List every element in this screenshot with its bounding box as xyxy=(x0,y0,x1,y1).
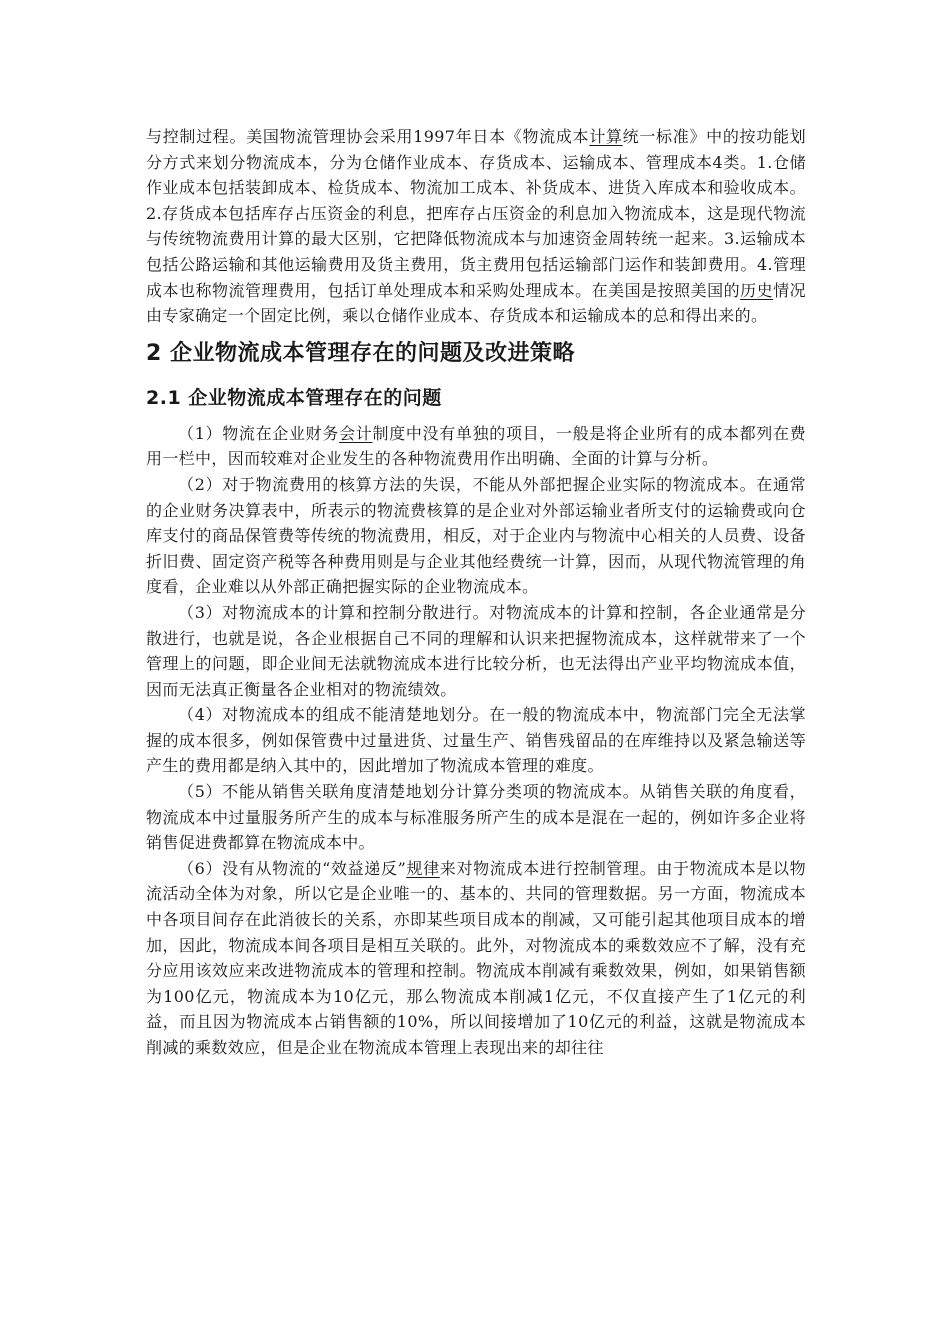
law-link[interactable]: 规律 xyxy=(406,858,440,878)
item-5-paragraph: （5）不能从销售关联角度清楚地划分计算分类项的物流成本。从销售关联的角度看，物流成本中过量服务所产生的成本与标准服务所产生的成本是混在一起的，例如许多企业将销售促进费都算在物流成本中。 xyxy=(146,782,806,853)
item-6-text-b: 来对物流成本进行控制管理。由于物流成本是以物流活动全体为对象，所以它是企业唯一的、基本的、共同的管理数据。另一方面，物流成本中各项目间存在此消彼长的关系，亦即某些项目成本的削减，又可能引起其他项目成本的增加，因此，物流成本间各项目是相互关联的。此外，对物流成本的乘数效应不了解，没有充分应用该效应来改进物流成本的管理和控制。物流成本削减有乘数效果，例如，如果销售额为100亿元，物流成本为10亿元，那么物流成本削减1亿元，不仅直接产生了1亿元的利益，而且因为物流成本占销售额的10%，所以间接增加了10亿元的利益，这就是物流成本削减的乘数效应，但是企业在物流成本管理上表现出来的却往往 xyxy=(146,858,807,1057)
item-6-paragraph xyxy=(146,856,806,1061)
item-4-paragraph: （4）对物流成本的组成不能清楚地划分。在一般的物流成本中，物流部门完全无法掌握的成本很多，例如保管费中过量进货、过量生产、销售残留品的在库维持以及紧急输送等产生的费用都是纳入其中的，因此增加了物流成本管理的难度。 xyxy=(146,705,806,776)
item-6-text-a: （6）没有从物流的“效益递反” xyxy=(178,858,407,878)
item-1-text-a: （1）物流在企业财务 xyxy=(178,423,340,443)
history-link[interactable]: 历史 xyxy=(740,280,774,300)
document-page xyxy=(146,124,806,1061)
item-3-paragraph: （3）对物流成本的计算和控制分散进行。对物流成本的计算和控制，各企业通常是分散进行，也就是说，各企业根据自己不同的理解和认识来把握物流成本，这样就带来了一个管理上的问题，即企业间无法就物流成本进行比较分析，也无法得出产业平均物流成本值，因而无法真正衡量各企业相对的物流绩效。 xyxy=(146,602,806,699)
item-2-paragraph: （2）对于物流费用的核算方法的失误，不能从外部把握企业实际的物流成本。在通常的企业财务决算表中，所表示的物流费核算的是企业对外部运输业者所支付的运输费或向仓库支付的商品保管费等传统的物流费用，相反，对于企业内与物流中心相关的人员费、设备折旧费、固定资产税等各种费用则是与企业其他经费统一计算，因而，从现代物流管理的角度看，企业难以从外部正确把握实际的企业物流成本。 xyxy=(146,474,806,597)
intro-text-b: 统一标准》中的按功能划分方式来划分物流成本，分为仓储作业成本、存货成本、运输成本、管理成本4类。1.仓储作业成本包括装卸成本、检货成本、物流加工成本、补货成本、进货入库成本和验收成本。2.存货成本包括库存占压资金的利息，把库存占压资金的利息加入物流成本，这是现代物流与传统物流费用计算的最大区别，它把降低物流成本与加速资金周转统一起来。3.运输成本包括公路运输和其他运输费用及货主费用，货主费用包括运输部门运作和装卸费用。4.管理成本也称物流管理费用，包括订单处理成本和采购处理成本。在美国是按照美国的 xyxy=(146,127,806,300)
intro-text-c: 情况由专家确定一个固定比例，乘以仓储作业成本、存货成本和运输成本的总和得出来的。 xyxy=(146,280,806,326)
accounting-link[interactable]: 会计 xyxy=(339,423,373,443)
intro-paragraph xyxy=(146,124,806,329)
intro-text-a: 与控制过程。美国物流管理协会采用1997年日本《物流成本 xyxy=(146,127,590,146)
section-2-heading: 2 企业物流成本管理存在的问题及改进策略 xyxy=(146,340,575,366)
item-1-paragraph xyxy=(146,421,806,472)
calculation-link[interactable]: 计算 xyxy=(589,127,623,146)
section-2-1-heading: 2.1 企业物流成本管理存在的问题 xyxy=(146,386,442,409)
item-1-text-b: 制度中没有单独的项目，一般是将企业所有的成本都列在费用一栏中，因而较难对企业发生的各种物流费用作出明确、全面的计算与分析。 xyxy=(146,423,806,469)
